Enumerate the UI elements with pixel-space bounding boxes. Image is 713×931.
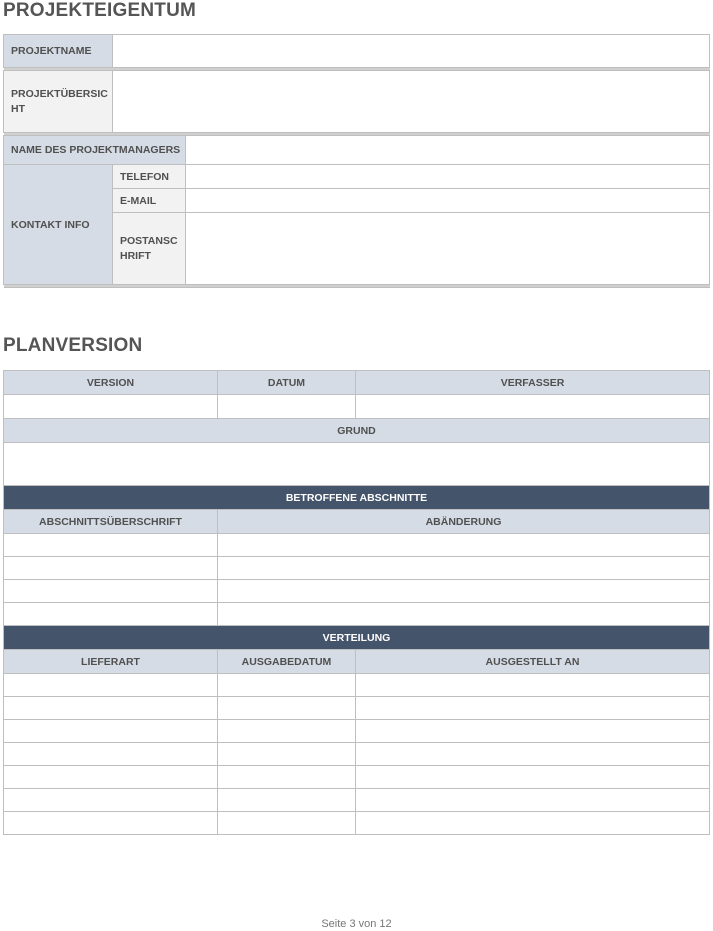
table-row[interactable] [4,812,218,835]
table-row[interactable] [218,674,356,697]
phone-field[interactable] [186,165,710,189]
table-row[interactable] [356,720,710,743]
table-row[interactable] [4,789,218,812]
change-header: ABÄNDERUNG [218,510,710,534]
table-row[interactable] [4,557,218,580]
section-title-plan-version: PLANVERSION [3,335,143,356]
contact-info-label: KONTAKT INFO [4,165,113,285]
table-row[interactable] [356,674,710,697]
plan-version-table [3,370,710,835]
email-field[interactable] [186,189,710,213]
table-row[interactable] [218,557,710,580]
table-row[interactable] [218,580,710,603]
date-header: DATUM [218,371,356,395]
date-field[interactable] [218,395,356,419]
project-ownership-table [3,34,710,288]
postal-address-field[interactable] [186,213,710,285]
postal-address-label: POSTANSCHRIFT [113,213,186,285]
table-row[interactable] [218,766,356,789]
section-heading-header: ABSCHNITTSÜBERSCHRIFT [4,510,218,534]
table-row[interactable] [218,743,356,766]
table-row[interactable] [356,789,710,812]
table-row[interactable] [218,697,356,720]
table-row[interactable] [356,766,710,789]
phone-label: TELEFON [113,165,186,189]
project-overview-label: PROJEKTÜBERSICHT [4,71,113,133]
table-row[interactable] [4,743,218,766]
reason-header: GRUND [4,419,710,443]
table-row[interactable] [4,534,218,557]
table-row[interactable] [4,674,218,697]
affected-sections-title: BETROFFENE ABSCHNITTE [4,486,710,510]
table-row[interactable] [4,603,218,626]
table-row[interactable] [356,743,710,766]
table-row[interactable] [356,812,710,835]
project-manager-label: NAME DES PROJEKTMANAGERS [4,136,186,165]
version-header: VERSION [4,371,218,395]
project-name-field[interactable] [113,35,710,68]
table-row[interactable] [218,812,356,835]
email-label: E-MAIL [113,189,186,213]
author-field[interactable] [356,395,710,419]
project-manager-field[interactable] [186,136,710,165]
table-row[interactable] [4,580,218,603]
table-row[interactable] [4,766,218,789]
project-overview-field[interactable] [113,71,710,133]
distribution-title: VERTEILUNG [4,626,710,650]
issued-to-header: AUSGESTELLT AN [356,650,710,674]
version-field[interactable] [4,395,218,419]
reason-field[interactable] [4,443,710,486]
table-row[interactable] [356,697,710,720]
table-row[interactable] [218,534,710,557]
table-row[interactable] [218,603,710,626]
table-row[interactable] [4,720,218,743]
author-header: VERFASSER [356,371,710,395]
delivery-type-header: LIEFERART [4,650,218,674]
table-row[interactable] [218,720,356,743]
table-row[interactable] [4,697,218,720]
section-title-project-ownership: PROJEKTEIGENTUM [3,0,197,21]
table-row[interactable] [218,789,356,812]
page-number: Seite 3 von 12 [321,918,392,930]
project-name-label: PROJEKTNAME [4,35,113,68]
issue-date-header: AUSGABEDATUM [218,650,356,674]
